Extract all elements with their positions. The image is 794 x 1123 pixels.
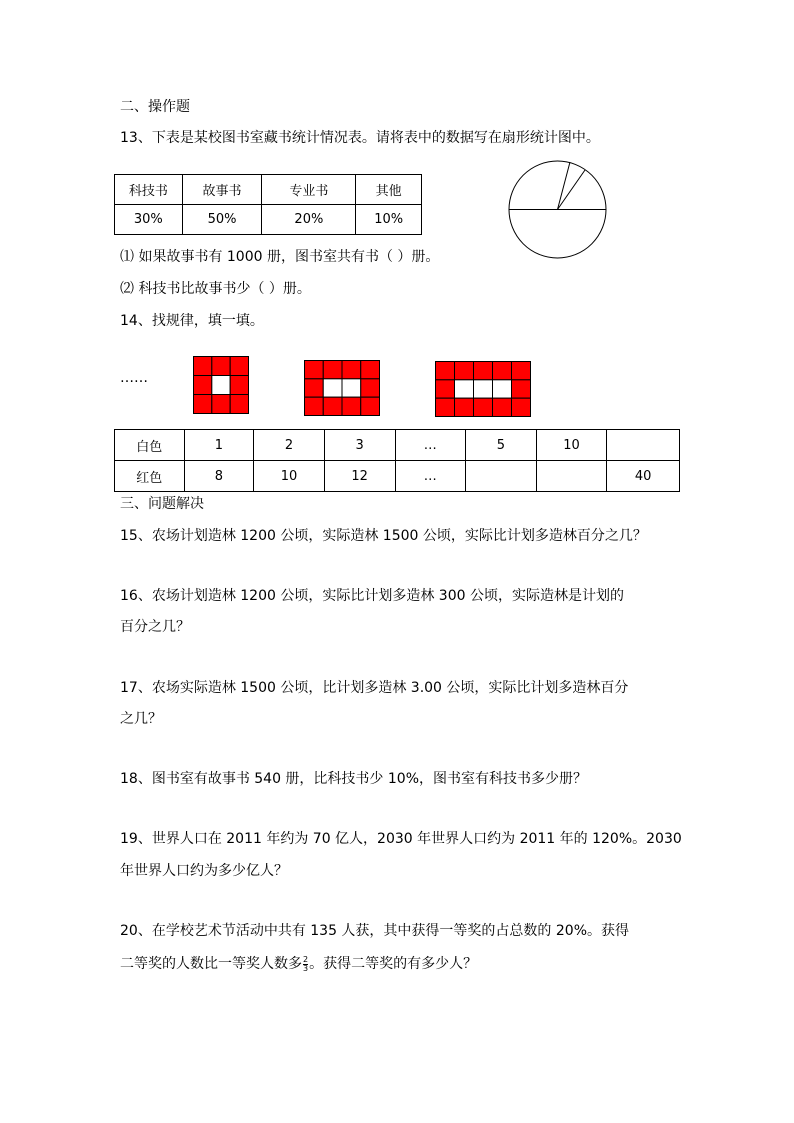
- red-square: [512, 380, 531, 398]
- red-square: [493, 362, 512, 380]
- q13-sub1: ⑴ 如果故事书有 1000 册，图书室共有书（ ）册。: [120, 249, 440, 265]
- red-square: [212, 395, 230, 414]
- red-square: [305, 379, 324, 397]
- q17-line-1: 17、农场实际造林 1500 公顷，比计划多造林 3.00 公顷，实际比计划多造林百分: [120, 680, 629, 696]
- red-square: [436, 380, 455, 398]
- q19-line-2: 年世界人口约为多少亿人？: [120, 863, 288, 879]
- red-square: [493, 398, 512, 416]
- red-square: [474, 362, 493, 380]
- q20-fraction-numerator: 2: [303, 954, 309, 964]
- red-square: [436, 362, 455, 380]
- white-square: [474, 380, 493, 398]
- red-square: [512, 398, 531, 416]
- white-cell-4: …: [395, 430, 466, 461]
- q13-header-4: 其他: [356, 175, 422, 205]
- red-square: [230, 376, 248, 395]
- q13-value-1: 30%: [115, 205, 183, 235]
- red-cell-2: 10: [254, 461, 325, 492]
- q13-value-2: 50%: [182, 205, 262, 235]
- red-square: [436, 398, 455, 416]
- white-cell-7: [607, 430, 680, 461]
- white-square: [342, 379, 361, 397]
- white-cell-6: 10: [536, 430, 607, 461]
- red-square: [194, 376, 212, 395]
- red-cell-6: [536, 461, 607, 492]
- q15-text: 15、农场计划造林 1200 公顷，实际造林 1500 公顷，实际比计划多造林百分之几？: [120, 528, 647, 544]
- q13-value-3: 20%: [262, 205, 356, 235]
- pie-divider-right: [558, 170, 586, 210]
- red-square: [361, 379, 380, 397]
- red-cell-5: [466, 461, 537, 492]
- white-cell-2: 2: [254, 430, 325, 461]
- white-cell-3: 3: [324, 430, 395, 461]
- red-square: [455, 362, 474, 380]
- q20-line-1: 20、在学校艺术节活动中共有 135 人获，其中获得一等奖的占总数的 20%。获得: [120, 923, 630, 939]
- red-square: [194, 357, 212, 376]
- q18-text: 18、图书室有故事书 540 册，比科技书少 10%，图书室有科技书多少册？: [120, 771, 588, 787]
- pie-divider-upper: [558, 162, 571, 210]
- red-square: [361, 397, 380, 415]
- red-cell-1: 8: [184, 461, 254, 492]
- red-square: [194, 395, 212, 414]
- red-square: [342, 361, 361, 379]
- q16-line-1: 16、农场计划造林 1200 公顷，实际比计划多造林 300 公顷，实际造林是计划的: [120, 588, 624, 604]
- q14-ellipsis: ……: [120, 370, 148, 386]
- red-square: [455, 398, 474, 416]
- red-square: [305, 361, 324, 379]
- q13-prompt: 13、下表是某校图书室藏书统计情况表。请将表中的数据写在扇形统计图中。: [120, 130, 600, 146]
- q16-line-2: 百分之几？: [120, 619, 190, 635]
- red-square: [474, 398, 493, 416]
- red-cell-4: …: [395, 461, 466, 492]
- row-label-red: 红色: [115, 461, 185, 492]
- pattern-figure-3: [435, 361, 531, 417]
- q19-line-1: 19、世界人口在 2011 年约为 70 亿人，2030 年世界人口约为 2011 年的 120%。2030: [120, 831, 682, 847]
- red-square: [361, 361, 380, 379]
- q20-line-2: [120, 954, 477, 974]
- section-three-title: 三、问题解决: [120, 496, 204, 512]
- white-cell-5: 5: [466, 430, 537, 461]
- red-square: [212, 357, 230, 376]
- q20-line-2-end: 。获得二等奖的有多少人？: [309, 956, 478, 972]
- q13-header-2: 故事书: [182, 175, 262, 205]
- white-cell-1: 1: [184, 430, 254, 461]
- q14-prompt: 14、找规律，填一填。: [120, 313, 264, 329]
- q13-header-1: 科技书: [115, 175, 183, 205]
- red-cell-7: 40: [607, 461, 680, 492]
- red-square: [342, 397, 361, 415]
- red-square: [305, 397, 324, 415]
- q20-line-2-start: 二等奖的人数比一等奖人数多: [120, 956, 302, 972]
- white-square: [455, 380, 474, 398]
- red-square: [512, 362, 531, 380]
- section-two-title: 二、操作题: [120, 99, 190, 115]
- q20-fraction: [303, 956, 308, 973]
- white-square: [212, 376, 230, 395]
- row-label-white: 白色: [115, 430, 185, 461]
- white-square: [323, 379, 342, 397]
- red-square: [230, 395, 248, 414]
- q13-sub2: ⑵ 科技书比故事书少（ ）册。: [120, 281, 311, 297]
- pie-chart: [508, 159, 608, 261]
- red-square: [230, 357, 248, 376]
- q13-value-4: 10%: [356, 205, 422, 235]
- q14-table: [114, 429, 680, 492]
- q20-fraction-denominator: 3: [303, 963, 309, 973]
- q13-header-3: 专业书: [262, 175, 356, 205]
- q13-table: [114, 174, 422, 235]
- red-cell-3: 12: [324, 461, 395, 492]
- pattern-figure-2: [304, 360, 380, 416]
- pattern-figure-1: [193, 356, 249, 414]
- red-square: [323, 397, 342, 415]
- white-square: [493, 380, 512, 398]
- red-square: [323, 361, 342, 379]
- q17-line-2: 之几？: [120, 711, 162, 727]
